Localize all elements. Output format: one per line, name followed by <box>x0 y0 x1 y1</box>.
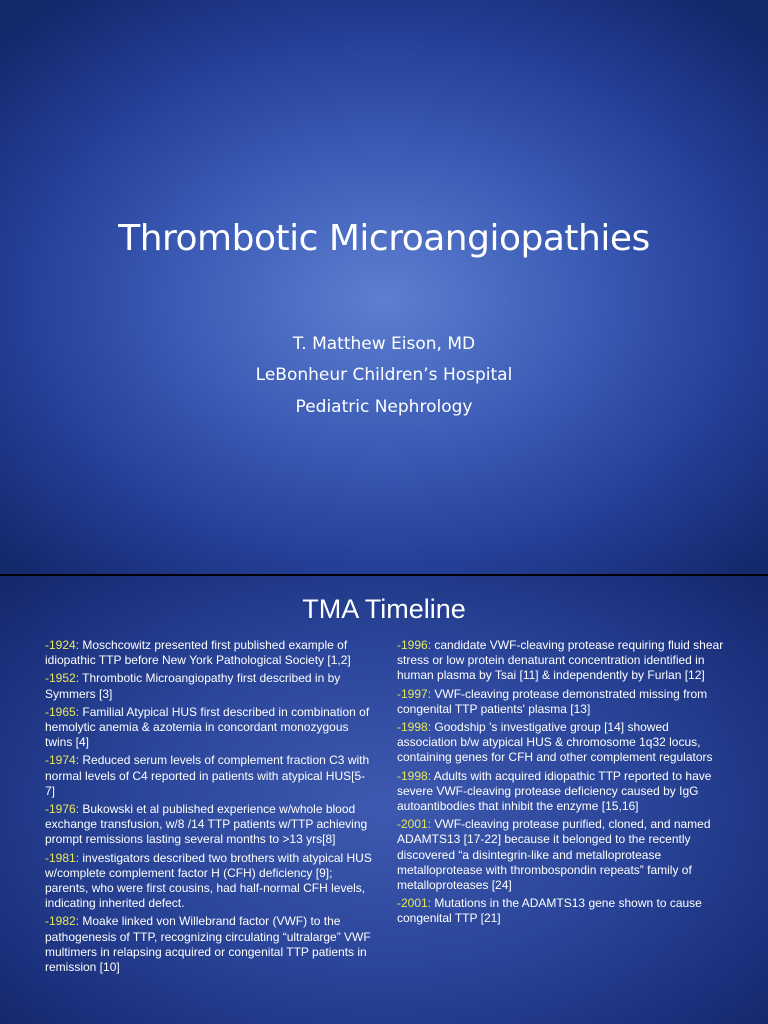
timeline-entry <box>45 851 375 912</box>
timeline-text: Bukowski et al published experience w/whole blood exchange transfusion, w/8 /14 TTP patients w/TTP achieving prompt remissions lasting several months to >13 yrs[8] <box>45 802 368 847</box>
timeline-entry <box>397 638 727 684</box>
timeline-text: candidate VWF-cleaving protease requiring fluid shear stress or low protein denaturant concentration identified in human plasma by Tsai [11] & independently by Furlan [12] <box>397 638 724 683</box>
timeline-text: VWF-cleaving protease demonstrated missing from congenital TTP patients' plasma [13] <box>397 686 708 716</box>
timeline-slide <box>0 576 768 1024</box>
timeline-left-column <box>45 638 375 978</box>
timeline-text: Moschcowitz presented first published example of idiopathic TTP before New York Pathological Society [1,2] <box>45 638 351 668</box>
timeline-year: -2001: <box>397 896 432 911</box>
timeline-year: -1952: <box>45 671 80 686</box>
timeline-year: -1974: <box>45 753 80 768</box>
timeline-entry <box>45 753 375 799</box>
department-name: Pediatric Nephrology <box>295 397 473 417</box>
timeline-year: -1997: <box>397 686 432 701</box>
timeline-entry <box>397 769 727 815</box>
timeline-entry <box>397 896 727 926</box>
timeline-entry <box>397 817 727 893</box>
hospital-name: LeBonheur Children’s Hospital <box>255 365 513 385</box>
timeline-entry <box>45 802 375 848</box>
timeline-entry <box>397 687 727 717</box>
timeline-year: -1996: <box>397 638 432 652</box>
timeline-year: -1924: <box>45 638 80 652</box>
timeline-title: TMA Timeline <box>302 594 466 624</box>
timeline-entry <box>45 914 375 975</box>
timeline-year: -1998: <box>397 720 432 735</box>
timeline-text: Mutations in the ADAMTS13 gene shown to cause congenital TTP [21] <box>397 896 702 926</box>
timeline-year: -1982: <box>45 914 80 929</box>
timeline-text: investigators described two brothers with atypical HUS w/complete complement factor H (CFH) deficiency [9]; parents, who were first cousins, had half-normal CFH levels, indicating inherited defect. <box>45 850 372 911</box>
timeline-text: VWF-cleaving protease purified, cloned, and named ADAMTS13 [17-22] because it belonged to the recently discovered “a disintegrin-like and metalloprotease metalloprotease with thrombospondin repeats” family of metalloproteases [24] <box>397 817 711 893</box>
timeline-text: Moake linked von Willebrand factor (VWF) to the pathogenesis of TTP, recognizing circulating “ultralarge” VWF multimers in relapsing acquired or congenital TTP patients in remission [10] <box>45 914 371 975</box>
author-name: T. Matthew Eison, MD <box>292 334 476 354</box>
timeline-year: -1976: <box>45 802 80 817</box>
timeline-year: -2001: <box>397 817 432 832</box>
timeline-text: Thrombotic Microangiopathy first described in by Symmers [3] <box>45 671 341 701</box>
timeline-text: Reduced serum levels of complement fraction C3 with normal levels of C4 reported in patients with atypical HUS[5-7] <box>45 753 370 798</box>
timeline-year: -1998: <box>397 768 432 783</box>
timeline-text: Familial Atypical HUS first described in combination of hemolytic anemia & azotemia in concordant monozygous twins [4] <box>45 704 370 750</box>
timeline-right-column <box>397 638 727 930</box>
timeline-year: -1965: <box>45 704 80 719</box>
timeline-entry <box>397 720 727 766</box>
slide-title: Thrombotic Microangiopathies <box>118 218 650 259</box>
timeline-entry <box>45 671 375 701</box>
timeline-year: -1981: <box>45 850 80 865</box>
timeline-text: Goodship 's investigative group [14] showed association b/w atypical HUS & chromosome 1q32 locus, containing genes for CFH and other complement regulators <box>397 720 713 765</box>
timeline-entry <box>45 705 375 751</box>
timeline-entry <box>45 638 375 668</box>
timeline-text: Adults with acquired idiopathic TTP reported to have severe VWF-cleaving protease deficiency caused by IgG autoantibodies that inhibit the enzyme [15,16] <box>397 768 712 814</box>
